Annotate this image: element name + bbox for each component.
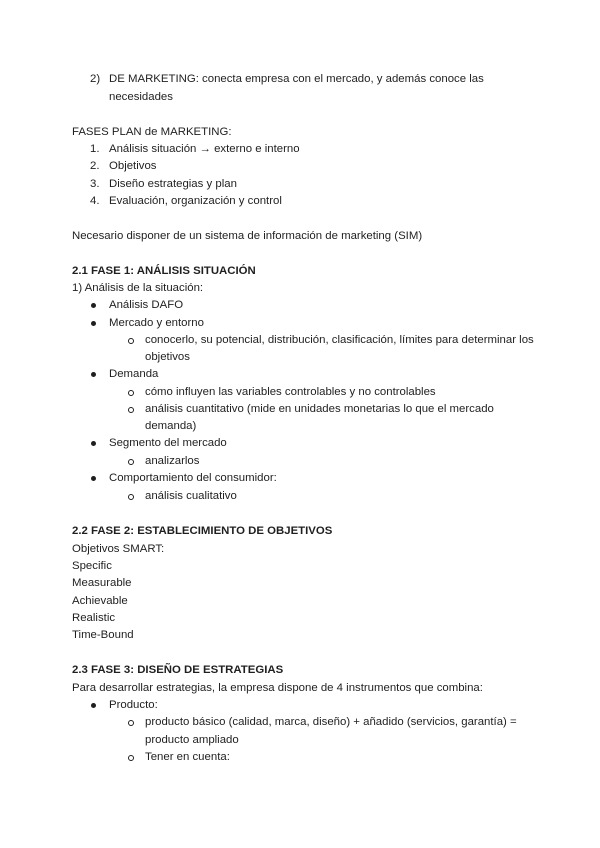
sub-bullet-icon [128,390,134,396]
bullet-icon [91,321,96,326]
sub-bullet-item: análisis cuantitativo (mide en unidades monetarias lo que el mercado [145,403,494,415]
bullet-icon [91,703,96,708]
bullet-icon [91,441,96,446]
list-item: Diseño estrategias y plan [109,178,237,190]
sub-bullet-icon [128,459,134,465]
bullet-icon [91,476,96,481]
sub-bullet-item: cómo influyen las variables controlables y no controlables [145,386,436,398]
sub-bullet-icon [128,494,134,500]
sub-bullet-icon [128,720,134,726]
sub-bullet-icon [128,338,134,344]
section-heading: 2.2 FASE 2: ESTABLECIMIENTO DE OBJETIVOS [72,525,333,537]
sub-bullet-item: producto ampliado [145,734,239,746]
subtitle: 1) Análisis de la situación: [72,282,204,294]
sub-bullet-icon [128,755,134,761]
list-item-text: necesidades [109,91,173,103]
list-marker: 2. [90,160,100,172]
sub-bullet-item: Tener en cuenta: [145,751,230,763]
sub-bullet-item: objetivos [145,351,190,363]
sub-bullet-item: análisis cualitativo [145,490,237,502]
sub-bullet-item: producto básico (calidad, marca, diseño) + añadido (servicios, garantía) = [145,716,517,728]
bullet-icon [91,303,96,308]
list-marker: 3. [90,178,100,190]
list-marker: 1. [90,143,100,155]
bullet-icon [91,372,96,377]
bullet-item: Producto: [109,699,158,711]
list-item: Achievable [72,595,128,607]
list-item: Specific [72,560,112,572]
list-marker: 4. [90,195,100,207]
list-item: Evaluación, organización y control [109,195,282,207]
paragraph: Para desarrollar estrategias, la empresa dispone de 4 instrumentos que combina: [72,682,483,694]
section-title: FASES PLAN de MARKETING: [72,126,232,138]
sub-bullet-icon [128,407,134,413]
list-marker: 2) [90,73,101,85]
bullet-item: Segmento del mercado [109,437,227,449]
bullet-item: Demanda [109,368,159,380]
bullet-item: Análisis DAFO [109,299,184,311]
list-item: Time-Bound [72,629,134,641]
list-item-text: DE MARKETING: conecta empresa con el mercado, y además conoce las [109,73,484,85]
list-item: Objetivos [109,160,157,172]
list-item: Measurable [72,577,132,589]
subtitle: Objetivos SMART: [72,543,165,555]
bullet-item: Mercado y entorno [109,317,204,329]
sub-bullet-item: conocerlo, su potencial, distribución, clasificación, límites para determinar los [145,334,534,346]
list-item: Análisis situación → externo e interno [109,143,300,155]
list-item: Realistic [72,612,116,624]
paragraph: Necesario disponer de un sistema de información de marketing (SIM) [72,230,423,242]
sub-bullet-item: demanda) [145,420,197,432]
section-heading: 2.3 FASE 3: DISEÑO DE ESTRATEGIAS [72,664,284,676]
sub-bullet-item: analizarlos [145,455,200,467]
bullet-item: Comportamiento del consumidor: [109,472,277,484]
section-heading: 2.1 FASE 1: ANÁLISIS SITUACIÓN [72,265,256,277]
